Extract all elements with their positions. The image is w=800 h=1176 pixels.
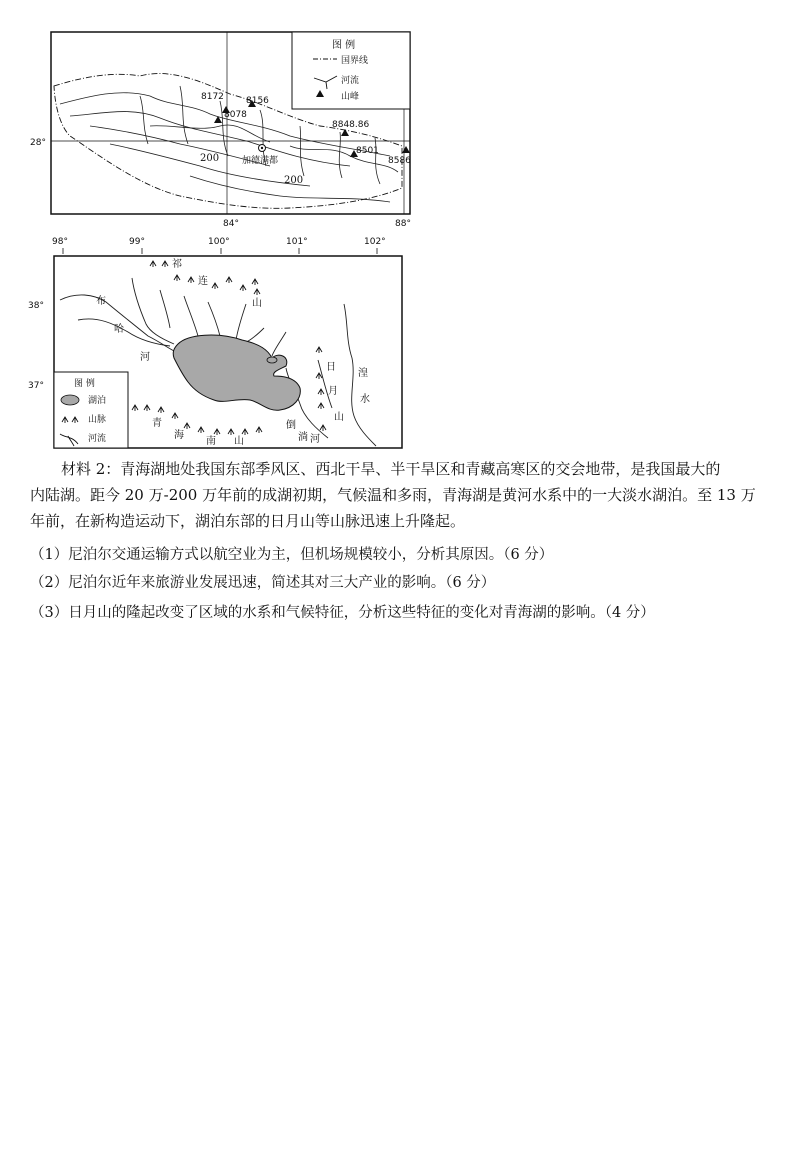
place-char: 祁	[172, 259, 182, 270]
lake-icon	[61, 395, 79, 405]
contour-label: 200	[200, 153, 220, 164]
lon-label: 98°	[52, 237, 68, 247]
place-char: 山	[334, 412, 344, 423]
question-3: （3）日月山的隆起改变了区域的水系和气候特征，分析这些特征的变化对青海湖的影响。（4 分）	[30, 605, 655, 621]
lon-label-88: 88°	[395, 219, 411, 229]
lon-label: 100°	[208, 237, 230, 247]
material-line-3: 年前，在新构造运动下，湖泊东部的日月山等山脉迅速上升隆起。	[30, 512, 466, 530]
legend-label: 河流	[88, 434, 107, 444]
qinghai-lake-map	[28, 232, 408, 452]
legend-label: 河流	[341, 76, 360, 86]
place-char: 山	[234, 436, 244, 447]
lon-label-84: 84°	[223, 219, 239, 229]
place-char: 青	[152, 418, 162, 429]
city-kathmandu: 加德满都	[242, 156, 279, 166]
peak-label: 8848.86	[332, 120, 370, 130]
place-char: 淌	[298, 432, 308, 443]
peak-label: 8156	[246, 96, 269, 106]
place-char: 倒	[286, 420, 296, 431]
lat-label-38: 38°	[28, 301, 44, 311]
place-char: 日	[326, 362, 336, 373]
place-char: 湟	[358, 368, 368, 379]
lon-label: 99°	[129, 237, 145, 247]
place-char: 连	[198, 276, 208, 287]
place-char: 海	[174, 430, 184, 441]
peak-label: 8078	[224, 110, 247, 120]
peak-label: 8501	[356, 146, 379, 156]
place-char: 水	[360, 394, 370, 405]
legend-label: 山峰	[341, 92, 360, 102]
material-line-1: 材料 2：青海湖地处我国东部季风区、西北干旱、半干旱区和青藏高寒区的交会地带，是我国最大的	[61, 460, 721, 478]
place-char: 山	[252, 298, 262, 309]
lon-label: 102°	[364, 237, 386, 247]
lat-label-37: 37°	[28, 381, 44, 391]
contour-label: 200	[284, 175, 304, 186]
place-char: 哈	[114, 324, 124, 335]
legend-title: 图 例	[332, 40, 356, 51]
lon-label: 101°	[286, 237, 308, 247]
place-char: 河	[310, 434, 320, 445]
material-line-2: 内陆湖。距今 20 万-200 万年前的成湖初期，气候温和多雨，青海湖是黄河水系中的一大淡水湖泊。至 13 万	[30, 486, 756, 504]
lat-label-28: 28°	[30, 138, 46, 148]
peak-label: 8172	[201, 92, 224, 102]
place-char: 南	[206, 436, 216, 447]
place-char: 河	[140, 352, 150, 363]
legend-title: 图 例	[74, 379, 95, 389]
question-1: （1）尼泊尔交通运输方式以航空业为主，但机场规模较小，分析其原因。（6 分）	[30, 547, 554, 563]
legend-label: 湖泊	[88, 396, 107, 406]
question-2: （2）尼泊尔近年来旅游业发展迅速，简述其对三大产业的影响。（6 分）	[30, 575, 496, 591]
place-char: 布	[96, 296, 106, 307]
legend-label: 山脉	[88, 415, 107, 425]
place-char: 月	[328, 386, 338, 397]
legend-label: 国界线	[341, 56, 369, 66]
peak-label: 8586	[388, 156, 411, 166]
nepal-map	[30, 26, 420, 236]
